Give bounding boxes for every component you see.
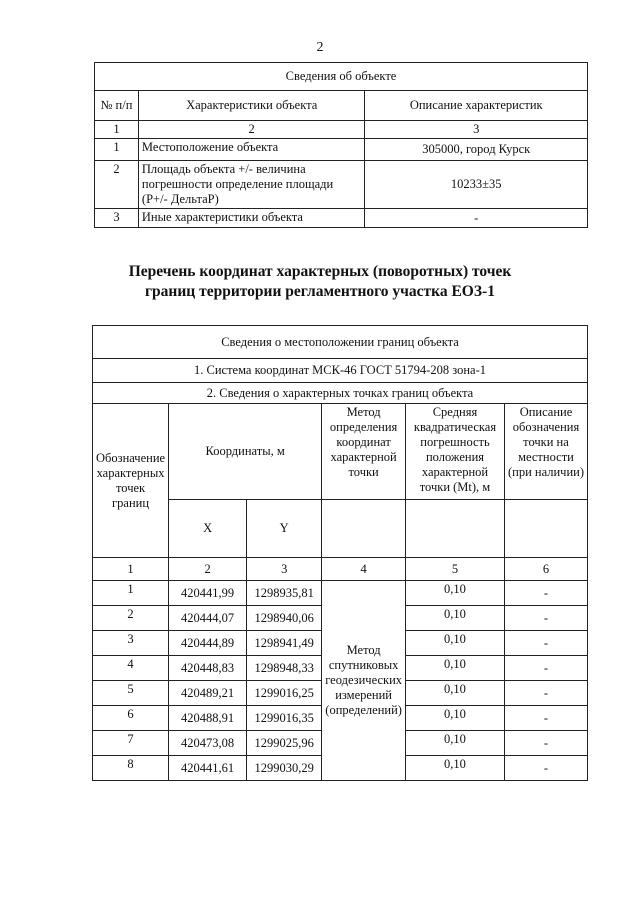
coord-y: 1298940,06 [247,606,322,631]
column-number-6: 6 [504,558,587,581]
coord-y: 1298941,49 [247,631,322,656]
description-value: - [504,631,587,656]
column-number-2: 2 [169,558,247,581]
point-number: 4 [93,656,169,681]
error-value: 0,10 [406,756,505,781]
coord-y: 1299025,96 [247,731,322,756]
coord-y: 1298935,81 [247,581,322,606]
error-value: 0,10 [406,606,505,631]
page-heading [0,262,640,302]
method-cell: Метод спутниковых геодезических измерений (определений) [322,581,406,781]
table-row [95,209,588,228]
error-value: 0,10 [406,656,505,681]
coord-x: 420441,61 [169,756,247,781]
coord-y: 1298948,33 [247,656,322,681]
header-number: № п/п [95,91,139,121]
header-y: Y [247,500,322,558]
error-value: 0,10 [406,581,505,606]
point-number: 5 [93,681,169,706]
coord-x: 420448,83 [169,656,247,681]
object-table-title: Сведения об объекте [95,63,588,91]
header-coordinates: Координаты, м [169,404,322,500]
point-number: 1 [93,581,169,606]
row-name: Площадь объекта +/- величина погрешности определение площади (Р+/- ДельтаР) [138,161,365,209]
coord-y: 1299030,29 [247,756,322,781]
header-characteristics: Характеристики объекта [138,91,365,121]
row-value: 305000, город Курск [365,139,588,161]
column-number-1: 1 [95,121,139,139]
coord-x: 420444,07 [169,606,247,631]
column-number-4: 4 [322,558,406,581]
coord-x: 420488,91 [169,706,247,731]
description-value: - [504,756,587,781]
column-number-5: 5 [406,558,505,581]
error-value: 0,10 [406,731,505,756]
header-method-empty [322,500,406,558]
coord-y: 1299016,25 [247,681,322,706]
heading-line-1: Перечень координат характерных (поворотных) точек [128,263,512,280]
heading-line-2: границ территории регламентного участка ЕОЗ-1 [145,283,495,300]
table-row [93,581,588,606]
page-number: 2 [316,40,324,55]
header-error-empty [406,500,505,558]
column-number-1: 1 [93,558,169,581]
description-value: - [504,731,587,756]
coordinate-system: 1. Система координат МСК-46 ГОСТ 51794-208 зона-1 [93,359,588,383]
object-info-table [94,62,588,228]
error-value: 0,10 [406,681,505,706]
point-number: 8 [93,756,169,781]
error-value: 0,10 [406,631,505,656]
point-number: 7 [93,731,169,756]
coord-x: 420489,21 [169,681,247,706]
coordinates-table-title: Сведения о местоположении границ объекта [93,326,588,359]
column-number-2: 2 [138,121,365,139]
row-number: 1 [95,139,139,161]
point-number: 6 [93,706,169,731]
coordinates-table [92,325,588,781]
point-number: 3 [93,631,169,656]
header-description: Описание обозначения точки на местности (при наличии) [504,404,587,500]
description-value: - [504,581,587,606]
description-value: - [504,681,587,706]
points-title: 2. Сведения о характерных точках границ объекта [93,383,588,404]
row-value: - [365,209,588,228]
coord-x: 420444,89 [169,631,247,656]
coord-x: 420441,99 [169,581,247,606]
table-row [95,161,588,209]
row-name: Местоположение объекта [138,139,365,161]
row-name: Иные характеристики объекта [138,209,365,228]
description-value: - [504,706,587,731]
header-point: Обозначение характерных точек границ [93,404,169,558]
header-description: Описание характеристик [365,91,588,121]
description-value: - [504,656,587,681]
coord-y: 1299016,35 [247,706,322,731]
row-number: 3 [95,209,139,228]
coord-x: 420473,08 [169,731,247,756]
row-number: 2 [95,161,139,209]
table-row [95,139,588,161]
description-value: - [504,606,587,631]
column-number-3: 3 [247,558,322,581]
column-number-3: 3 [365,121,588,139]
error-value: 0,10 [406,706,505,731]
header-x: X [169,500,247,558]
point-number: 2 [93,606,169,631]
row-value: 10233±35 [365,161,588,209]
header-description-empty [504,500,587,558]
header-error: Средняя квадратическая погрешность положения характерной точки (Mt), м [406,404,505,500]
header-method: Метод определения координат характерной точки [322,404,406,500]
